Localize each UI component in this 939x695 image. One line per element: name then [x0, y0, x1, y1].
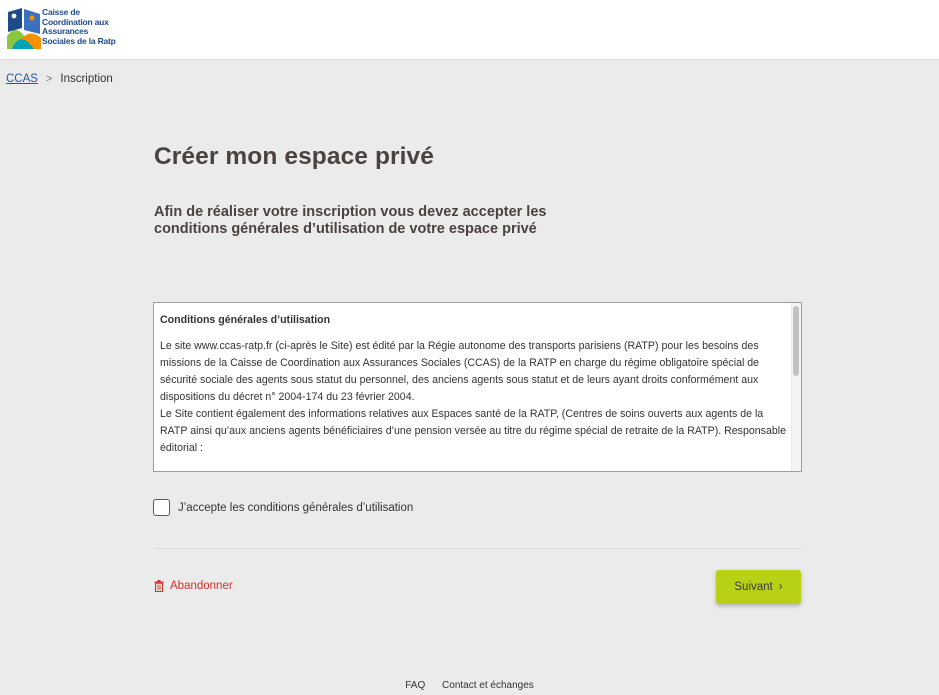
- footer-link-contact[interactable]: Contact et échanges: [442, 680, 534, 691]
- logo-line-4: Sociales de la Ratp: [42, 35, 116, 46]
- site-header: [0, 0, 939, 60]
- divider: [153, 548, 802, 549]
- accept-terms-row[interactable]: [153, 499, 413, 516]
- terms-scrollbar-thumb[interactable]: [793, 306, 799, 376]
- logo-wordmark: [42, 8, 126, 46]
- accept-terms-checkbox[interactable]: [153, 499, 170, 516]
- terms-paragraph: Le site www.ccas-ratp.fr (ci-après le Site) est édité par la Régie autonome des transports parisiens (RATP) pour les besoins des missions de la Caisse de Coordination aux Assurances Sociales (CCAS) de la RATP en charge du régime obligatoire spécial de sécurité sociale des agents sous statut du personnel, des anciens agents sous statut et de leurs ayant droits conformément aux dispositions du décret n° 2004-174 du 23 février 2004.: [160, 340, 760, 403]
- chevron-right-icon: >: [45, 73, 53, 85]
- terms-content: [154, 303, 801, 457]
- abandon-label: Abandonner: [170, 580, 233, 592]
- terms-scrollbar[interactable]: [791, 303, 801, 471]
- trash-icon: [154, 580, 164, 592]
- accept-terms-label[interactable]: J’accepte les conditions générales d’utilisation: [178, 501, 414, 514]
- terms-scroll-box[interactable]: [153, 302, 802, 472]
- breadcrumb: [6, 73, 113, 85]
- page-subtitle: Afin de réaliser votre inscription vous devez accepter les conditions générales d’utilisation de votre espace privé: [154, 204, 547, 237]
- chevron-right-icon: ›: [778, 581, 783, 593]
- abandon-button[interactable]: [154, 580, 233, 592]
- breadcrumb-home-link[interactable]: CCAS: [6, 73, 38, 85]
- footer-link-faq[interactable]: FAQ: [405, 680, 426, 691]
- logo-line-1: Caisse de: [42, 7, 80, 17]
- breadcrumb-current: Inscription: [60, 73, 113, 85]
- page-title: Créer mon espace privé: [154, 143, 435, 170]
- ccas-logo[interactable]: [6, 6, 126, 52]
- logo-line-2: Coordination aux: [42, 16, 109, 27]
- next-label: Suivant: [734, 581, 773, 593]
- terms-paragraph: Le Site contient également des informations relatives aux Espaces santé de la RATP, (Centres de soins ouverts aux agents de la RATP ainsi qu’aux anciens agents bénéficiaires d’une pension versée au titre du régime spécial de retraite de la RATP). Responsable éditorial :: [160, 408, 786, 454]
- site-footer: [0, 680, 939, 691]
- logo-line-3: Assurances: [42, 26, 89, 37]
- terms-heading: Conditions générales d’utilisation: [160, 314, 331, 326]
- logo-figures-icon: [6, 6, 42, 50]
- next-button[interactable]: [716, 570, 801, 604]
